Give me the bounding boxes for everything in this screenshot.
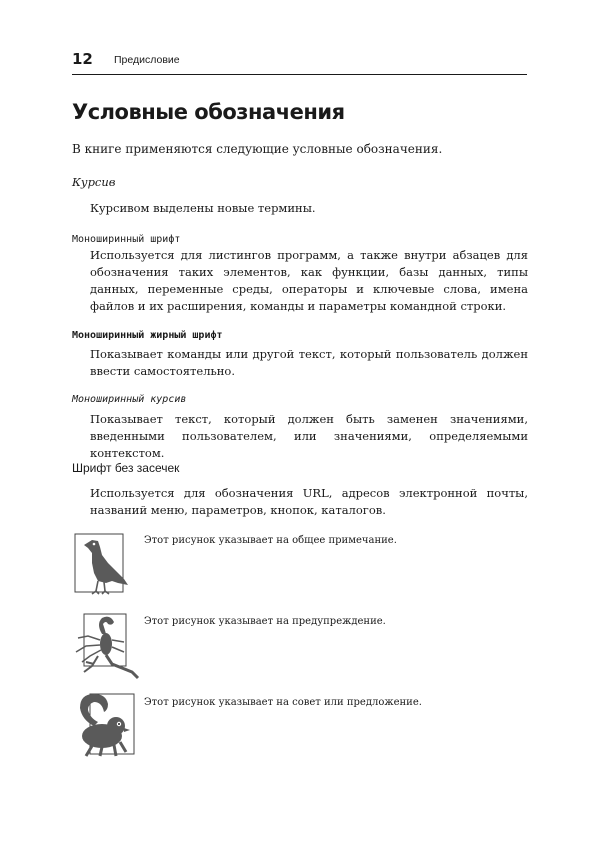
note-general: Этот рисунок указывает на общее примечание. [144, 535, 397, 546]
note-warning: Этот рисунок указывает на предупреждение. [144, 616, 386, 627]
convention-term-mono-bold: Моноширинный жирный шрифт [72, 330, 223, 341]
section-title: Условные обозначения [72, 100, 345, 124]
convention-term-italic: Курсив [72, 175, 116, 189]
scorpion-icon [72, 612, 142, 682]
convention-desc-sans: Используется для обозначения URL, адресов электронной почты, названий меню, параметров, кнопок, каталогов. [90, 486, 528, 517]
convention-term-mono-italic: Моноширинный курсив [72, 394, 187, 405]
crow-icon [72, 531, 142, 601]
page-header [72, 50, 527, 75]
convention-desc-italic: Курсивом выделены новые термины. [90, 201, 316, 215]
running-head: Предисловие [114, 54, 180, 66]
convention-desc-mono-italic: Показывает текст, который должен быть заменен значениями, введенными пользователем, или значениями, определяемыми контекстом. [90, 412, 528, 460]
convention-term-mono: Моноширинный шрифт [72, 234, 181, 245]
lemur-icon [72, 690, 142, 760]
page-number: 12 [72, 50, 93, 68]
section-intro: В книге применяются следующие условные обозначения. [72, 142, 443, 156]
note-tip: Этот рисунок указывает на совет или предложение. [144, 697, 422, 708]
convention-term-sans: Шрифт без засечек [72, 461, 180, 475]
convention-desc-mono-bold: Показывает команды или другой текст, который пользователь должен ввести самостоятельно. [90, 347, 528, 378]
convention-desc-mono: Используется для листингов программ, а также внутри абзацев для обозначения таких элементов, как функции, базы данных, типы данных, переменные среды, операторы и ключевые слова, имена файлов и их расширения, команды и параметры командной строки. [90, 248, 528, 313]
